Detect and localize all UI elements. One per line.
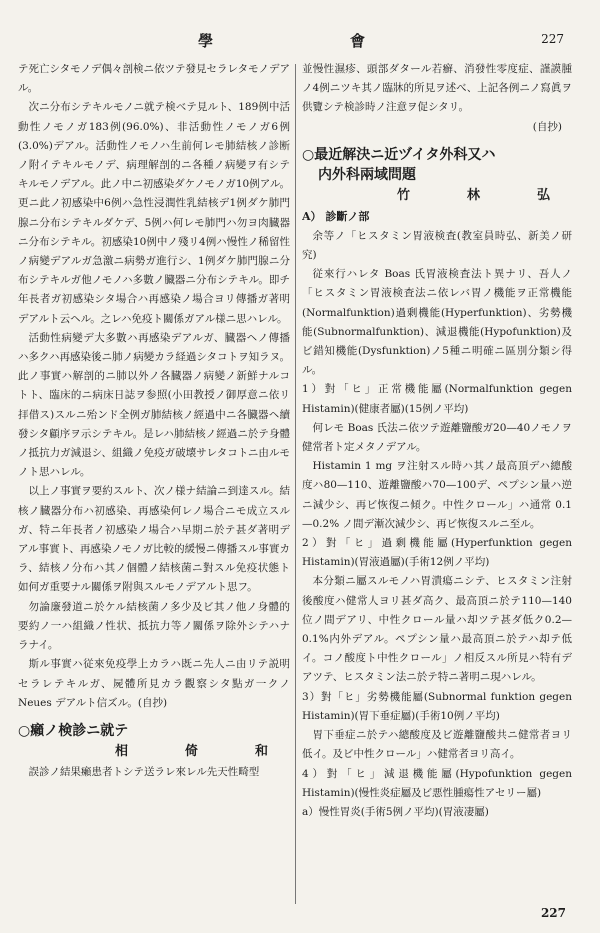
paragraph: 以上ノ事實ヲ要約スルト、次ノ様ナ結論ニ到達スル。結核ノ臓器分布ハ初感染、再感染何レノ場合ニモ成立スルガ、特ニ年長者ノ初感染ノ場合ハ早期ニ於テ甚ダ著明デアル事實ト、再感染ノモノガ比較的緩慢ニ傳播スル事實カラ、結核ノ分布ハ其ノ個體ノ結核菌ニ對スル免疫状態ト如何ガ重要ナル關係ヲ附與スルモノデアルト思フ。 [18,485,290,594]
paragraph: 何レモ Boas 氏法ニ依ツテ遊離鹽酸ガ20—40ノモノヲ健常者ト定メタノデアル。 [302,421,572,454]
paragraph: 余等ノ「ヒスタミン胃液検査(教室員時弘、新美ノ研究) [302,229,572,262]
section-title: ○癩ノ検診ニ就テ [18,722,129,739]
paragraph: 勿論廉發道ニ於ケル結核菌ノ多少及ビ其ノ他ノ身體的要約ノ一ハ組織ノ性状、抵抗力等ノ關係ヲ除外シテハナラナイ。 [18,600,290,652]
article-title-line1: ○最近解決ニ近ヅイタ外科又ハ [302,146,496,163]
paragraph: 1）對「ヒ」正常機能屬(Normalfunktion gegen Histamin)(健康者屬)(15例ノ平均) [302,383,572,415]
journal-title-right: 會 [350,32,366,50]
paragraph: 誤診ノ結果癩患者トシテ送ラレ來レル先天性畸型 [28,765,260,778]
section-author: 相 倚 和 [114,743,290,759]
footer-page-number: 227 [540,906,566,920]
paragraph: 3）對「ヒ」劣勢機能屬(Subnormal funktion gegen Histamin)(胃下垂症屬)(手術10例ノ平均) [302,690,572,722]
journal-title-left: 學 [198,32,214,50]
page-header [0,30,600,54]
right-column [302,60,572,905]
left-column [18,60,290,905]
article-title-line2: 内外科兩域問題 [318,166,416,183]
paragraph: 斯ル事實ハ従來免疫學上カラハ既ニ先人ニ由リテ説明セラレテキルガ、屍體所見カラ觀察シタ點ガ一クノ Neues デアルト信ズル。(自抄) [18,658,290,709]
paragraph: 従來行ハレタ Boas 氏胃液検査法ト異ナリ、吾人ノ「ヒスタミン胃液検査法ニ依レバ胃ノ機能ヲ正常機能(Normalfunktion)過剰機能(Hyperfunktion)、劣勢機能(Subnormalfunktion)、減退機能(Hypofunktion)及ビ錯知機能(Dysfunktion)ノ5種ニ明確ニ區別分類シ得ル。 [302,268,572,377]
column-divider [295,64,296,904]
author-note: (自抄) [532,120,562,133]
paragraph: 本分類ニ屬スルモノハ胃潰瘍ニシテ、ヒスタミン注射後酸度ハ健常人ヨリ甚ダ高ク、最高頂ニ於テ110—140位ノ間デアリ、中性クロール量ハ却ツテ甚ダ低ク0.2—0.1%内外デアル。ペプシン量ハ最高頂ニ於テハ却テ低イ。コノ酸度ト中性クロール」ノ相反スル所見ハ特有デアツテ、ヒスタミン法ニ於テ特ニ著明ニ現ハレル。 [302,575,572,684]
paragraph: 並慢性濕疹、頭部ダタール若癬、消發性零度症、謹謨腫ノ4例ニツキ其ノ臨牀的所見ヲ述べ、上記各例ニノ寫眞ヲ供覽シテ検診時ノ注意ヲ促シタリ。 [302,63,572,114]
paragraph: 胃下垂症ニ於テハ總酸度及ビ遊離鹽酸共ニ健常者ヨリ低イ。及ビ中性クロール」ハ健常者ヨリ高イ。 [302,729,572,761]
paragraph: Histamin 1 mg ヲ注射スル時ハ其ノ最高頂デハ總酸度ハ80—110、遊離鹽酸ハ70—100デ、ペプシン量ハ逆ニ減少シ、再ビ恢復ニ傾ク。中性クロール」ハ通常 0.1—0.2% ノ間デ漸次減少シ、再ビ恢復スルニ至ル。 [302,460,572,530]
article-author: 竹 林 弘 [396,187,572,203]
paragraph: a）慢性胃炎(手術5例ノ平均)(胃液凄屬) [302,805,489,818]
paragraph: 2）對「ヒ」過剰機能屬(Hyperfunktion gegen Histamin)(胃液過屬)(手術12例ノ平均) [302,537,572,569]
paragraph: テ死亡シタモノデ偶々剖検ニ依ツテ發見セラレタモノデアル。 [18,63,290,95]
subsection-heading: A） 診斷ノ部 [302,209,370,223]
header-page-number: 227 [541,32,564,46]
paragraph: 次ニ分布シテキルモノニ就テ検ベテ見ルト、189例中活動性ノモノガ183例(96.0%)、非活動性ノモノガ6例(3.0%)デアル。活動性ノモノハ生前何レモ肺結核ノ診断ノ附イテキルモノデ、病理解剖的ニ各種ノ病變ヲ有シテキルモノデアル。此ノ中ニ初感染ダケノモノガ10例アル。更ニ此ノ初感染中6例ハ急性浸潤性乳結核デ1例ダケ肺門腺ニ分布シテキルダケデ、5例ハ何レモ肺門ハ勿ヨ肉臓器ニ分布シテキル。初感染10例中ノ殘リ4例ハ慢性ノ稀留性ノ病變デアルガ急激ニ病勢ガ進行シ、1例ダケ肺門腺ニ分布シテキルガ他ノモノハ多數ノ臓器ニ分布シテキル。即チ年長者ガ初感染シタ場合ハ再感染ノ場合ヨリ傳播ガ著明デアルト云ヘル。之レハ免疫ト關係ガアル様ニ思ハレル。 [18,101,290,325]
paragraph: 活動性病變デ大多數ハ再感染デアルガ、臓器ヘノ傳播ハ多クハ再感染後ニ肺ノ病變カラ経過シタコトヲ知ラヌ。此ノ事實ハ解剖的ニ肺以外ノ各臓器ノ病變ノ新鮮ナルコトト、臨床的ニ病床日誌ヲ参照(小田教授ノ御厚意ニ依リ拝借ス)スルニ殆ンド全例ガ肺結核ノ經過中ニ各臓器ヘ續發シタ顧序ヲ示シテキル。是レハ肺結核ノ經過ニ於テ身體ノ抵抗力ガ減退シ、組織ノ免疫ガ破壊サレタコトニ由ルモノト思ハレル。 [18,331,290,479]
paragraph: 4）對「ヒ」減退機能屬(Hypofunktion gegen Histamin)(慢性炎症屬及ビ悪性腫瘍性アセリー屬) [302,767,572,799]
